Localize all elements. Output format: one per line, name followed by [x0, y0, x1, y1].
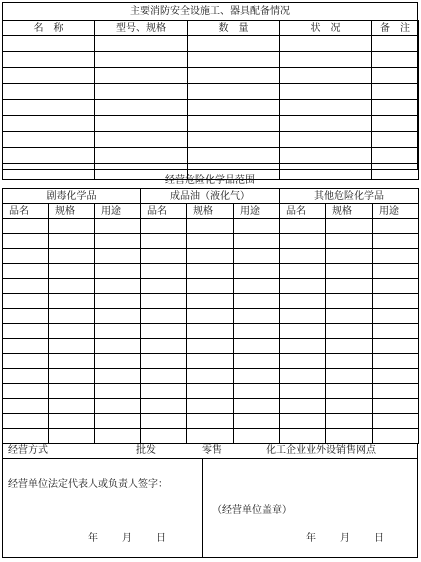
chemicals-cell[interactable]: [187, 339, 234, 354]
chemicals-cell[interactable]: [326, 279, 373, 294]
chemicals-cell[interactable]: [234, 429, 280, 444]
chemicals-cell[interactable]: [49, 429, 95, 444]
chemicals-cell[interactable]: [49, 384, 95, 399]
chemicals-cell[interactable]: [3, 429, 49, 444]
chemicals-cell[interactable]: [234, 294, 280, 309]
chemicals-cell[interactable]: [95, 339, 141, 354]
chemicals-subheader-cell: 品名: [141, 204, 187, 219]
facilities-cell[interactable]: [95, 132, 188, 148]
facilities-cell[interactable]: [188, 84, 280, 100]
left-date-year: 年: [88, 533, 98, 544]
facilities-cell[interactable]: [95, 36, 188, 52]
chemicals-cell[interactable]: [234, 369, 280, 384]
business-option-outlet: 化工企业业外设销售网点: [266, 445, 376, 456]
facilities-cell[interactable]: [95, 68, 188, 84]
chemicals-cell[interactable]: [326, 249, 373, 264]
chemicals-cell[interactable]: [234, 384, 280, 399]
facilities-cell[interactable]: [3, 52, 95, 68]
chemicals-cell[interactable]: [141, 369, 187, 384]
chemicals-cell[interactable]: [326, 309, 373, 324]
facilities-cell[interactable]: [280, 132, 372, 148]
chemicals-cell[interactable]: [373, 264, 419, 279]
facilities-header-cell: 名 称: [3, 21, 95, 36]
chemicals-subheader-cell: 规格: [49, 204, 95, 219]
signature-right-label: （经营单位盖章）: [212, 505, 292, 516]
chemicals-cell[interactable]: [187, 429, 234, 444]
chemicals-cell[interactable]: [141, 219, 187, 234]
chemicals-cell[interactable]: [280, 279, 326, 294]
chemicals-cell[interactable]: [49, 279, 95, 294]
chemicals-cell[interactable]: [95, 369, 141, 384]
chemicals-cell[interactable]: [234, 219, 280, 234]
chemicals-cell[interactable]: [187, 309, 234, 324]
facilities-cell[interactable]: [188, 100, 280, 116]
facilities-header-cell: 状 况: [280, 21, 372, 36]
chemicals-row: [3, 294, 419, 309]
chemicals-cell[interactable]: [95, 414, 141, 429]
chemicals-subheader-cell: 用途: [234, 204, 280, 219]
facilities-cell[interactable]: [95, 148, 188, 164]
left-date-month: 月: [122, 533, 132, 544]
chemicals-subheader-row: [3, 204, 419, 219]
chemicals-cell[interactable]: [326, 354, 373, 369]
chemicals-cell[interactable]: [49, 369, 95, 384]
chemicals-cell[interactable]: [234, 264, 280, 279]
facilities-cell[interactable]: [372, 116, 419, 132]
chemicals-cell[interactable]: [49, 264, 95, 279]
chemicals-cell[interactable]: [49, 234, 95, 249]
signature-divider: [202, 458, 203, 558]
chemicals-subheader-cell: 品名: [3, 204, 49, 219]
chemicals-row: [3, 354, 419, 369]
chemicals-subheader-cell: 用途: [95, 204, 141, 219]
chemicals-cell[interactable]: [141, 399, 187, 414]
chemicals-cell[interactable]: [280, 369, 326, 384]
chemicals-cell[interactable]: [373, 219, 419, 234]
chemicals-cell[interactable]: [187, 384, 234, 399]
chemicals-row: [3, 429, 419, 444]
chemicals-cell[interactable]: [141, 324, 187, 339]
chemicals-cell[interactable]: [95, 429, 141, 444]
chemicals-cell[interactable]: [3, 339, 49, 354]
facilities-row: [3, 84, 419, 100]
facilities-cell[interactable]: [188, 36, 280, 52]
right-date-year: 年: [306, 533, 316, 544]
facilities-cell[interactable]: [372, 36, 419, 52]
chemicals-cell[interactable]: [3, 219, 49, 234]
facilities-cell[interactable]: [188, 132, 280, 148]
facilities-cell[interactable]: [280, 52, 372, 68]
chemicals-cell[interactable]: [95, 264, 141, 279]
chemicals-cell[interactable]: [187, 324, 234, 339]
facilities-cell[interactable]: [3, 100, 95, 116]
chemicals-cell[interactable]: [49, 309, 95, 324]
chemicals-cell[interactable]: [187, 399, 234, 414]
chemicals-cell[interactable]: [95, 279, 141, 294]
chemicals-cell[interactable]: [373, 414, 419, 429]
chemicals-cell[interactable]: [234, 309, 280, 324]
chemicals-cell[interactable]: [141, 354, 187, 369]
chemicals-cell[interactable]: [187, 249, 234, 264]
facilities-row: [3, 132, 419, 148]
chemicals-cell[interactable]: [3, 294, 49, 309]
chemicals-cell[interactable]: [326, 294, 373, 309]
chemicals-title: 经营危险化学品范围: [165, 175, 255, 186]
chemicals-cell[interactable]: [49, 294, 95, 309]
chemicals-cell[interactable]: [373, 429, 419, 444]
chemicals-cell[interactable]: [3, 234, 49, 249]
chemicals-cell[interactable]: [3, 369, 49, 384]
facilities-cell[interactable]: [372, 52, 419, 68]
chemicals-cell[interactable]: [234, 399, 280, 414]
facilities-cell[interactable]: [3, 84, 95, 100]
facilities-row: [3, 68, 419, 84]
chemicals-cell[interactable]: [3, 249, 49, 264]
chemicals-cell[interactable]: [3, 324, 49, 339]
chemicals-cell[interactable]: [234, 414, 280, 429]
chemicals-cell[interactable]: [280, 324, 326, 339]
facilities-cell[interactable]: [372, 132, 419, 148]
chemicals-subheader-cell: 规格: [187, 204, 234, 219]
chemicals-row: [3, 249, 419, 264]
chemicals-cell[interactable]: [187, 264, 234, 279]
chemicals-row: [3, 399, 419, 414]
chemicals-row: [3, 279, 419, 294]
facilities-table: [2, 20, 419, 180]
chemicals-cell[interactable]: [49, 399, 95, 414]
facilities-cell[interactable]: [280, 148, 372, 164]
chemicals-table: [2, 188, 419, 444]
chemicals-group-header: 成品油（液化气）: [141, 189, 280, 204]
facilities-cell[interactable]: [280, 164, 372, 180]
chemicals-row: [3, 369, 419, 384]
chemicals-cell[interactable]: [234, 234, 280, 249]
chemicals-cell[interactable]: [326, 429, 373, 444]
chemicals-cell[interactable]: [326, 324, 373, 339]
facilities-cell[interactable]: [95, 116, 188, 132]
chemicals-cell[interactable]: [234, 279, 280, 294]
chemicals-cell[interactable]: [280, 294, 326, 309]
chemicals-cell[interactable]: [280, 309, 326, 324]
chemicals-cell[interactable]: [141, 249, 187, 264]
chemicals-cell[interactable]: [280, 354, 326, 369]
facilities-cell[interactable]: [95, 84, 188, 100]
facilities-cell[interactable]: [95, 52, 188, 68]
chemicals-cell[interactable]: [280, 339, 326, 354]
facilities-row: [3, 36, 419, 52]
chemicals-cell[interactable]: [95, 219, 141, 234]
facilities-cell[interactable]: [188, 148, 280, 164]
facilities-row: [3, 148, 419, 164]
chemicals-cell[interactable]: [49, 324, 95, 339]
chemicals-cell[interactable]: [141, 339, 187, 354]
chemicals-cell[interactable]: [280, 414, 326, 429]
chemicals-row: [3, 309, 419, 324]
right-date-day: 日: [374, 533, 384, 544]
chemicals-cell[interactable]: [95, 294, 141, 309]
chemicals-cell[interactable]: [187, 354, 234, 369]
facilities-header-cell: 数 量: [188, 21, 280, 36]
chemicals-cell[interactable]: [373, 234, 419, 249]
chemicals-cell[interactable]: [187, 294, 234, 309]
business-label: 经营方式: [8, 445, 48, 456]
chemicals-cell[interactable]: [141, 264, 187, 279]
chemicals-cell[interactable]: [234, 354, 280, 369]
chemicals-cell[interactable]: [373, 279, 419, 294]
chemicals-cell[interactable]: [49, 414, 95, 429]
facilities-cell[interactable]: [188, 68, 280, 84]
facilities-cell[interactable]: [188, 116, 280, 132]
chemicals-cell[interactable]: [373, 294, 419, 309]
chemicals-cell[interactable]: [95, 234, 141, 249]
chemicals-cell[interactable]: [187, 234, 234, 249]
facilities-cell[interactable]: [280, 100, 372, 116]
chemicals-group-header: 其他危险化学品: [280, 189, 419, 204]
chemicals-cell[interactable]: [95, 249, 141, 264]
chemicals-cell[interactable]: [373, 399, 419, 414]
facilities-header-cell: 型号、规格: [95, 21, 188, 36]
chemicals-cell[interactable]: [326, 369, 373, 384]
signature-left-label: 经营单位法定代表人或负责人签字：: [8, 479, 168, 490]
business-option-retail: 零售: [202, 445, 222, 456]
chemicals-cell[interactable]: [187, 279, 234, 294]
chemicals-cell[interactable]: [373, 339, 419, 354]
chemicals-cell[interactable]: [326, 219, 373, 234]
chemicals-cell[interactable]: [280, 384, 326, 399]
facilities-cell[interactable]: [372, 148, 419, 164]
chemicals-cell[interactable]: [234, 249, 280, 264]
chemicals-cell[interactable]: [234, 324, 280, 339]
chemicals-cell[interactable]: [326, 399, 373, 414]
chemicals-cell[interactable]: [49, 339, 95, 354]
chemicals-cell[interactable]: [141, 309, 187, 324]
chemicals-cell[interactable]: [49, 354, 95, 369]
chemicals-cell[interactable]: [373, 384, 419, 399]
facilities-header-row: [3, 21, 419, 36]
chemicals-cell[interactable]: [95, 399, 141, 414]
chemicals-row: [3, 339, 419, 354]
facilities-cell[interactable]: [280, 84, 372, 100]
chemicals-cell[interactable]: [280, 219, 326, 234]
chemicals-cell[interactable]: [373, 249, 419, 264]
chemicals-cell[interactable]: [326, 264, 373, 279]
facilities-cell[interactable]: [372, 100, 419, 116]
chemicals-cell[interactable]: [141, 234, 187, 249]
chemicals-cell[interactable]: [234, 339, 280, 354]
chemicals-cell[interactable]: [373, 309, 419, 324]
chemicals-cell[interactable]: [187, 369, 234, 384]
left-date-day: 日: [156, 533, 166, 544]
facilities-cell[interactable]: [280, 68, 372, 84]
chemicals-cell[interactable]: [3, 384, 49, 399]
chemicals-cell[interactable]: [326, 234, 373, 249]
chemicals-cell[interactable]: [3, 414, 49, 429]
chemicals-cell[interactable]: [280, 264, 326, 279]
chemicals-cell[interactable]: [3, 279, 49, 294]
chemicals-row: [3, 234, 419, 249]
chemicals-cell[interactable]: [280, 399, 326, 414]
facilities-cell[interactable]: [3, 148, 95, 164]
chemicals-cell[interactable]: [95, 309, 141, 324]
facilities-cell[interactable]: [372, 164, 419, 180]
chemicals-cell[interactable]: [141, 279, 187, 294]
chemicals-cell[interactable]: [373, 354, 419, 369]
facilities-cell[interactable]: [280, 116, 372, 132]
facilities-cell[interactable]: [280, 36, 372, 52]
chemicals-cell[interactable]: [280, 429, 326, 444]
facilities-cell[interactable]: [3, 164, 95, 180]
chemicals-cell[interactable]: [141, 414, 187, 429]
facilities-cell[interactable]: [95, 100, 188, 116]
chemicals-subheader-cell: 品名: [280, 204, 326, 219]
facilities-cell[interactable]: [3, 36, 95, 52]
facilities-cell[interactable]: [188, 52, 280, 68]
chemicals-cell[interactable]: [373, 369, 419, 384]
facilities-row: [3, 52, 419, 68]
registration-form: [2, 2, 418, 558]
right-date-month: 月: [340, 533, 350, 544]
chemicals-cell[interactable]: [280, 249, 326, 264]
chemicals-cell[interactable]: [373, 324, 419, 339]
chemicals-group-header: 剧毒化学品: [3, 189, 141, 204]
chemicals-cell[interactable]: [187, 414, 234, 429]
chemicals-cell[interactable]: [49, 249, 95, 264]
chemicals-cell[interactable]: [3, 264, 49, 279]
chemicals-row: [3, 264, 419, 279]
facilities-row: [3, 116, 419, 132]
chemicals-cell[interactable]: [141, 384, 187, 399]
chemicals-cell[interactable]: [141, 294, 187, 309]
chemicals-row: [3, 414, 419, 429]
chemicals-cell[interactable]: [187, 219, 234, 234]
facilities-cell[interactable]: [372, 68, 419, 84]
chemicals-cell[interactable]: [326, 414, 373, 429]
chemicals-cell[interactable]: [326, 339, 373, 354]
chemicals-cell[interactable]: [280, 234, 326, 249]
chemicals-row: [3, 384, 419, 399]
chemicals-cell[interactable]: [3, 309, 49, 324]
facilities-cell[interactable]: [3, 116, 95, 132]
chemicals-cell[interactable]: [49, 219, 95, 234]
chemicals-subheader-cell: 规格: [326, 204, 373, 219]
chemicals-cell[interactable]: [95, 354, 141, 369]
chemicals-cell[interactable]: [95, 324, 141, 339]
facilities-row: [3, 100, 419, 116]
chemicals-cell[interactable]: [326, 384, 373, 399]
facilities-title: 主要消防安全设施工、器具配备情况: [130, 6, 290, 17]
chemicals-row: [3, 219, 419, 234]
business-option-wholesale: 批发: [136, 445, 156, 456]
chemicals-cell[interactable]: [3, 354, 49, 369]
signature-section: [2, 458, 418, 558]
chemicals-cell[interactable]: [141, 429, 187, 444]
chemicals-group-row: [3, 189, 419, 204]
facilities-cell[interactable]: [372, 84, 419, 100]
facilities-cell[interactable]: [3, 68, 95, 84]
chemicals-cell[interactable]: [95, 384, 141, 399]
chemicals-cell[interactable]: [3, 399, 49, 414]
chemicals-row: [3, 324, 419, 339]
facilities-header-cell: 备 注: [372, 21, 419, 36]
facilities-cell[interactable]: [3, 132, 95, 148]
chemicals-subheader-cell: 用途: [373, 204, 419, 219]
